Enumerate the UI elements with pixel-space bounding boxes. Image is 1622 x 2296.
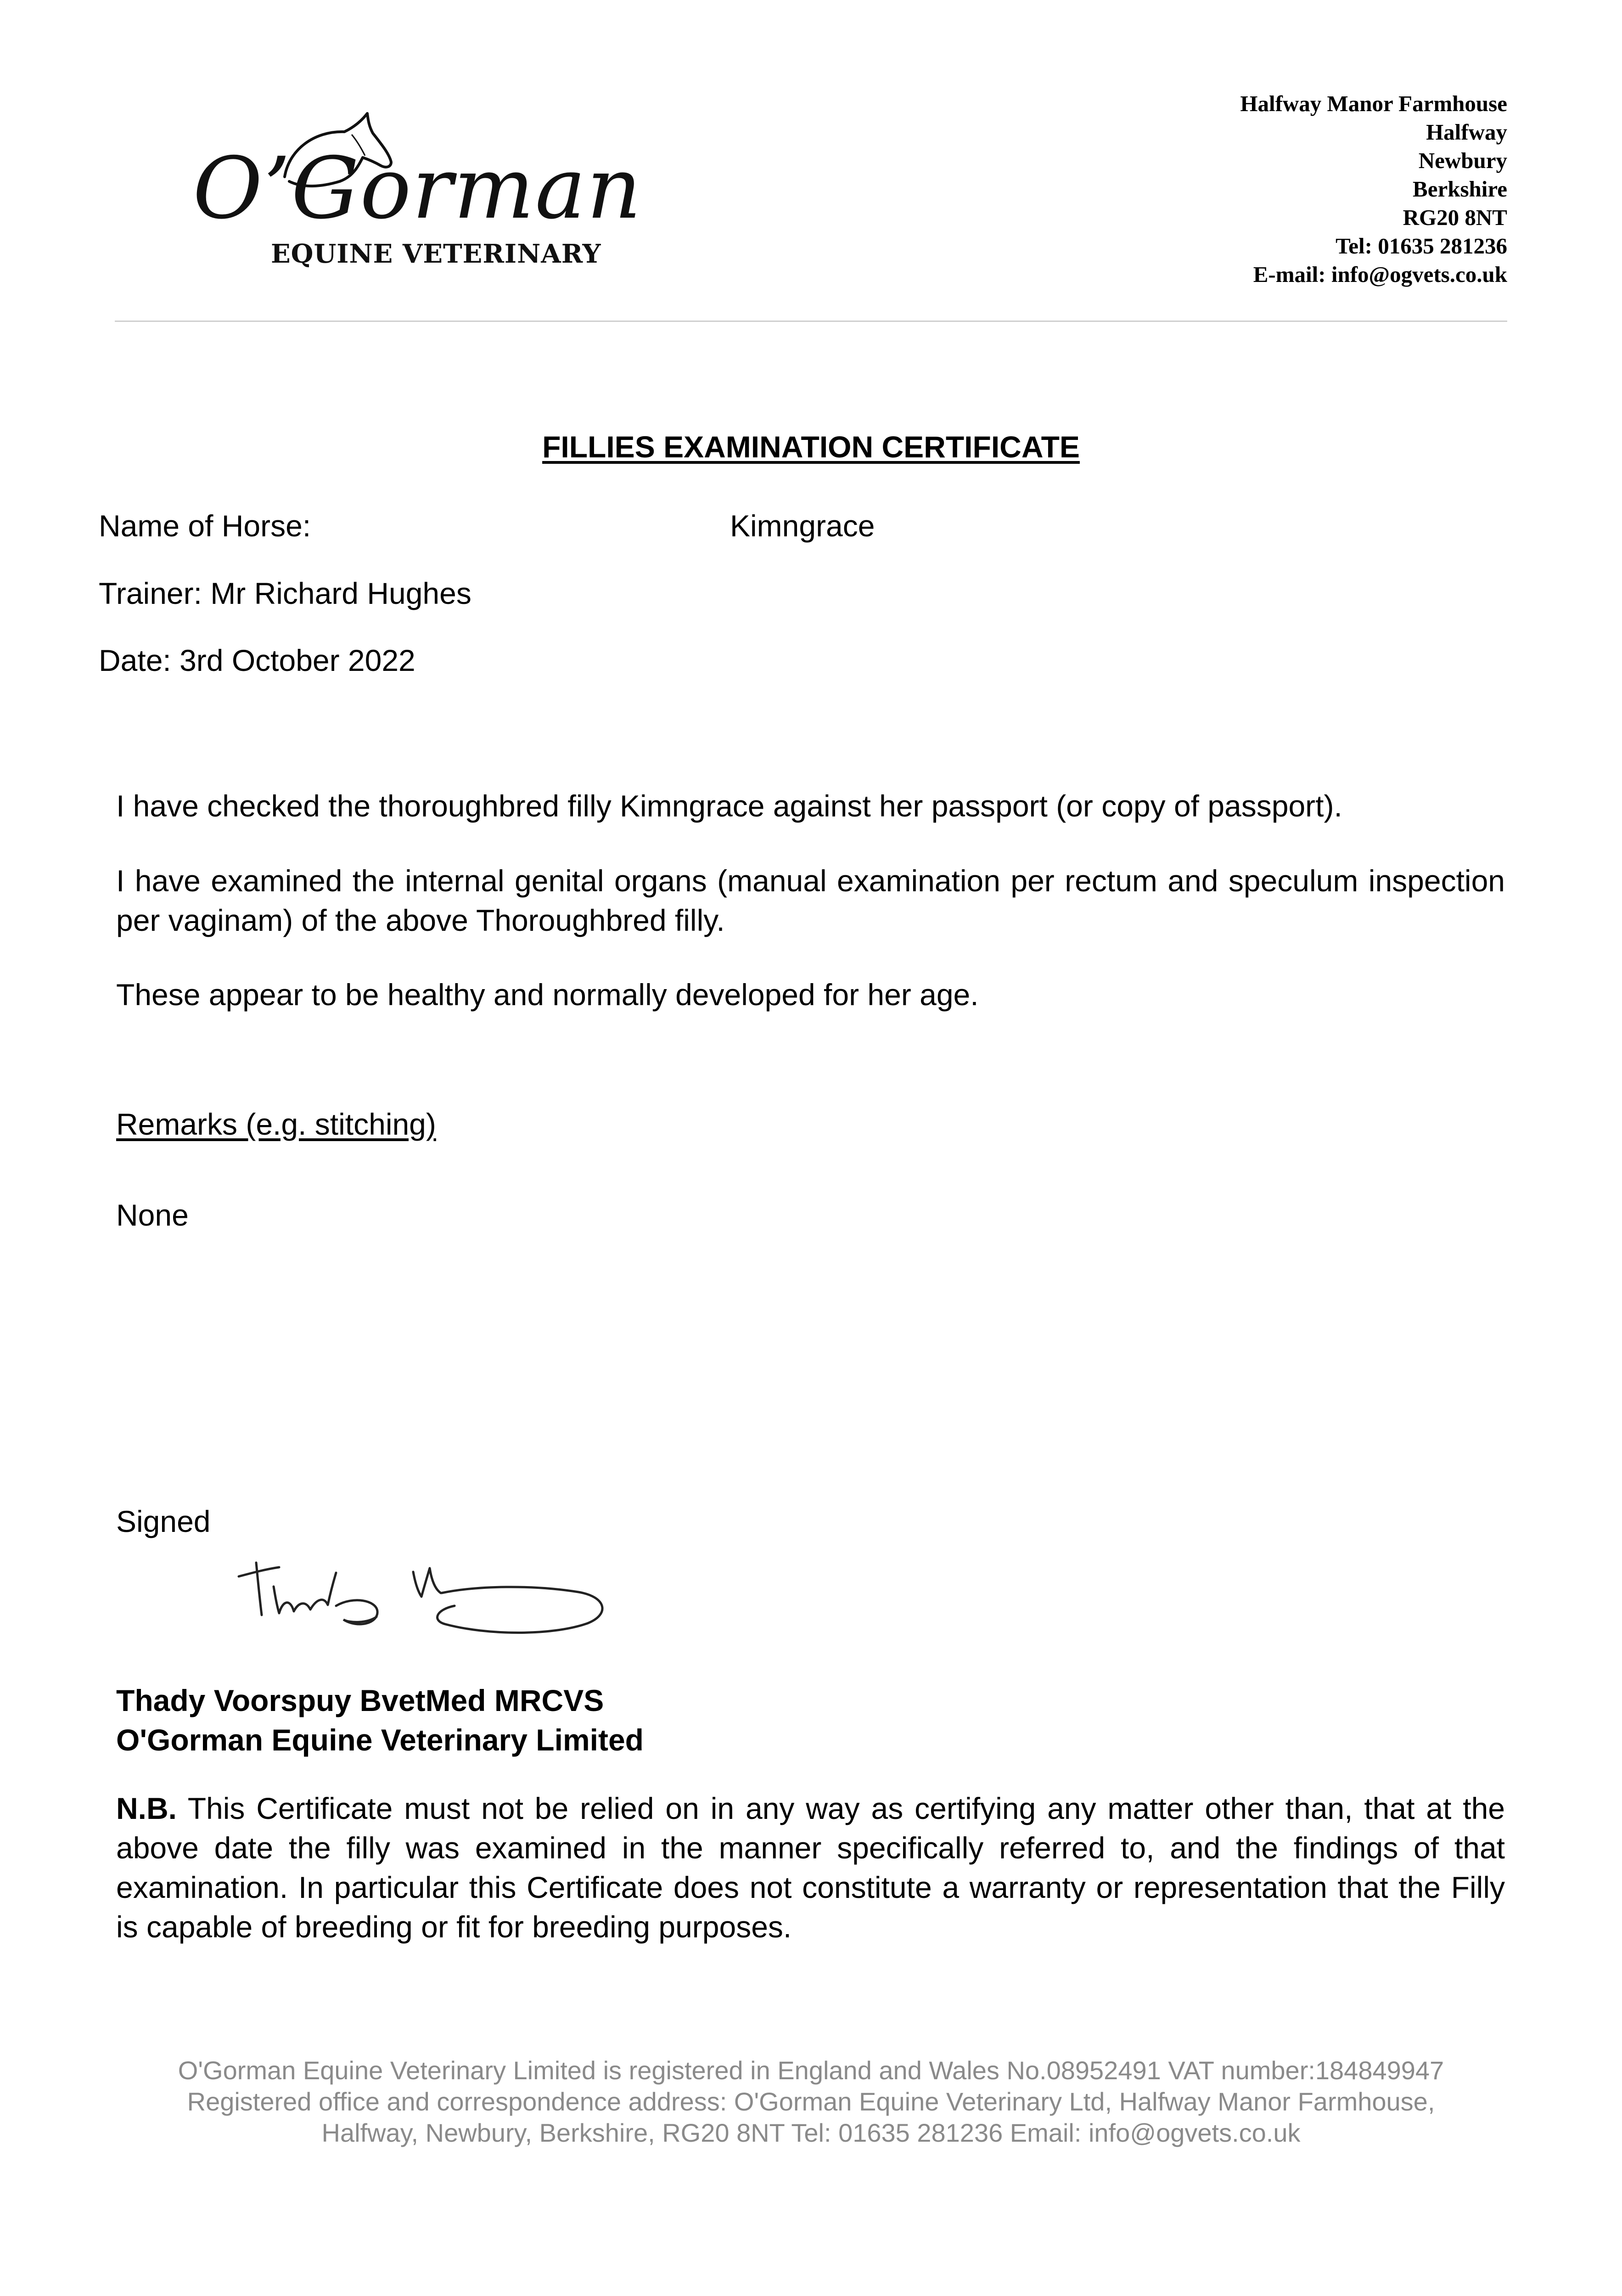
trainer-line: Trainer: Mr Richard Hughes [99, 576, 471, 610]
disclaimer-label: N.B. [116, 1791, 177, 1825]
company-address [1240, 90, 1507, 289]
address-line: Newbury [1418, 148, 1507, 173]
page-footer [0, 2055, 1622, 2149]
logo-wordmark: O’Gorman [193, 139, 642, 238]
certificate-title: FILLIES EXAMINATION CERTIFICATE [542, 430, 1080, 464]
horse-name-label: Name of Horse: [99, 509, 311, 543]
footer-contact: Halfway, Newbury, Berkshire, RG20 8NT Tel: 01635 281236 Email: info@ogvets.co.uk [321, 2118, 1301, 2147]
paragraph-finding: These appear to be healthy and normally developed for her age. [116, 978, 979, 1012]
address-line: Halfway Manor Farmhouse [1240, 91, 1507, 116]
address-line: Halfway [1426, 119, 1507, 145]
company-logo [193, 99, 642, 282]
paragraph-passport-check: I have checked the thoroughbred filly Kimngrace against her passport (or copy of passport). [116, 789, 1342, 823]
logo-subtitle: EQUINE VETERINARY [271, 239, 601, 269]
header-divider [115, 321, 1507, 322]
footer-office-address: Registered office and correspondence address: O'Gorman Equine Veterinary Ltd, Halfway Manor Farmhouse, [187, 2087, 1435, 2116]
remarks-heading-text: Remarks (e.g. stitching) [116, 1107, 436, 1141]
address-email: E-mail: info@ogvets.co.uk [1253, 262, 1507, 287]
address-line: RG20 8NT [1403, 205, 1507, 230]
signer-name: Thady Voorspuy BvetMed MRCVS [116, 1683, 604, 1717]
address-line: Berkshire [1413, 176, 1507, 202]
date-line: Date: 3rd October 2022 [99, 643, 415, 677]
disclaimer-text: This Certificate must not be relied on in any way as certifying any matter other than, that at the above date the filly was examined in the manner specifically referred to, and the findings of that examination. In particular this Certificate does not constitute a warranty or representation that the Filly is capable of breeding or fit for breeding purposes. [116, 1791, 1505, 1944]
footer-registration: O'Gorman Equine Veterinary Limited is registered in England and Wales No.08952491 VAT number:184849947 [178, 2056, 1444, 2085]
remarks-heading [116, 1104, 436, 1144]
disclaimer [116, 1789, 1505, 1947]
handwritten-signature [230, 1554, 611, 1642]
signed-label: Signed [116, 1504, 211, 1538]
signer-details [116, 1681, 644, 1760]
paragraph-examination: I have examined the internal genital organs (manual examination per rectum and speculum inspection per vaginam) of the above Thoroughbred filly. [116, 864, 1505, 937]
address-phone: Tel: 01635 281236 [1336, 233, 1507, 259]
signer-company: O'Gorman Equine Veterinary Limited [116, 1723, 644, 1757]
remarks-value: None [116, 1198, 189, 1232]
horse-name-value: Kimngrace [730, 509, 875, 543]
